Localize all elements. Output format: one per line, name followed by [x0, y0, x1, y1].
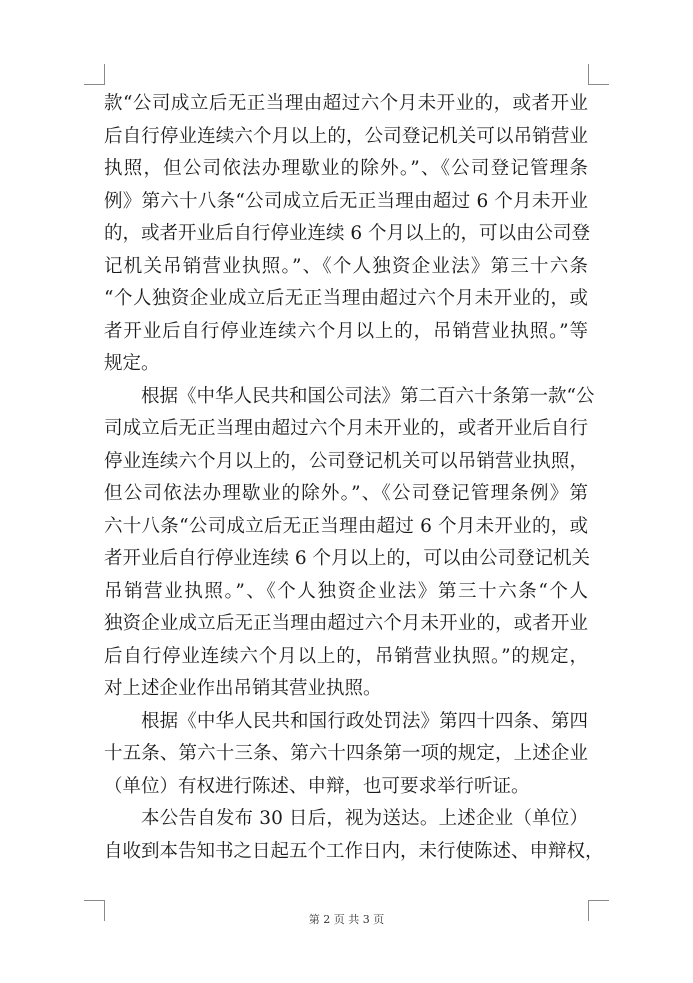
text-line: 吊销营业执照。”、《个人独资企业法》第三十六条“个人	[104, 580, 588, 602]
text-line: 的，或者开业后自行停业连续 6 个月以上的，可以由公司登	[104, 223, 591, 244]
text-line: 但公司依法办理歇业的除外。”、《公司登记管理条例》第	[104, 483, 588, 504]
text-line: （单位）有权进行陈述、申辩，也可要求举行听证。	[104, 775, 530, 797]
page-footer	[0, 911, 693, 927]
text-line: 执照，但公司依法办理歇业的除外。”、《公司登记管理条	[104, 158, 588, 179]
text-line: 根据《中华人民共和国行政处罚法》第四十四条、第四	[141, 710, 588, 732]
text-line: 根据《中华人民共和国公司法》第二百六十条第一款“公	[141, 385, 595, 407]
text-line: 款“公司成立后无正当理由超过六个月未开业的，或者开业	[104, 93, 588, 114]
text-line: 独资企业成立后无正当理由超过六个月未开业的，或者开业	[104, 613, 588, 634]
text-line: 六十八条“公司成立后无正当理由超过 6 个月未开业的，或	[104, 515, 588, 537]
text-line: 规定。	[104, 353, 160, 374]
text-line: 者开业后自行停业连续 6 个月以上的，可以由公司登记机关	[104, 548, 591, 569]
crop-mark-top-right	[588, 64, 609, 85]
text-line: “个人独资企业成立后无正当理由超过六个月未开业的，或	[104, 288, 588, 309]
text-line: 后自行停业连续六个月以上的，公司登记机关可以吊销营业	[104, 125, 588, 147]
text-line: 司成立后无正当理由超过六个月未开业的，或者开业后自行	[104, 418, 588, 439]
text-line: 停业连续六个月以上的，公司登记机关可以吊销营业执照，	[104, 450, 588, 472]
body-text	[104, 88, 604, 868]
text-line: 者开业后自行停业连续六个月以上的，吊销营业执照。”等	[104, 320, 588, 342]
text-line: 对上述企业作出吊销其营业执照。	[104, 678, 382, 699]
text-line: 自收到本告知书之日起五个工作日内，未行使陈述、申辩权，	[104, 840, 604, 862]
text-line: 十五条、第六十三条、第六十四条第一项的规定，上述企业	[104, 743, 588, 764]
text-line: 记机关吊销营业执照。”、《个人独资企业法》第三十六条	[104, 255, 588, 277]
text-line: 例》第六十八条“公司成立后无正当理由超过 6 个月未开业	[104, 190, 588, 212]
crop-mark-top-left	[84, 64, 105, 85]
page-number-label: 第 2 页 共 3 页	[308, 913, 385, 926]
text-line: 本公告自发布 30 日后，视为送达。上述企业（单位）	[141, 808, 588, 829]
text-line: 后自行停业连续六个月以上的，吊销营业执照。”的规定，	[104, 645, 588, 667]
